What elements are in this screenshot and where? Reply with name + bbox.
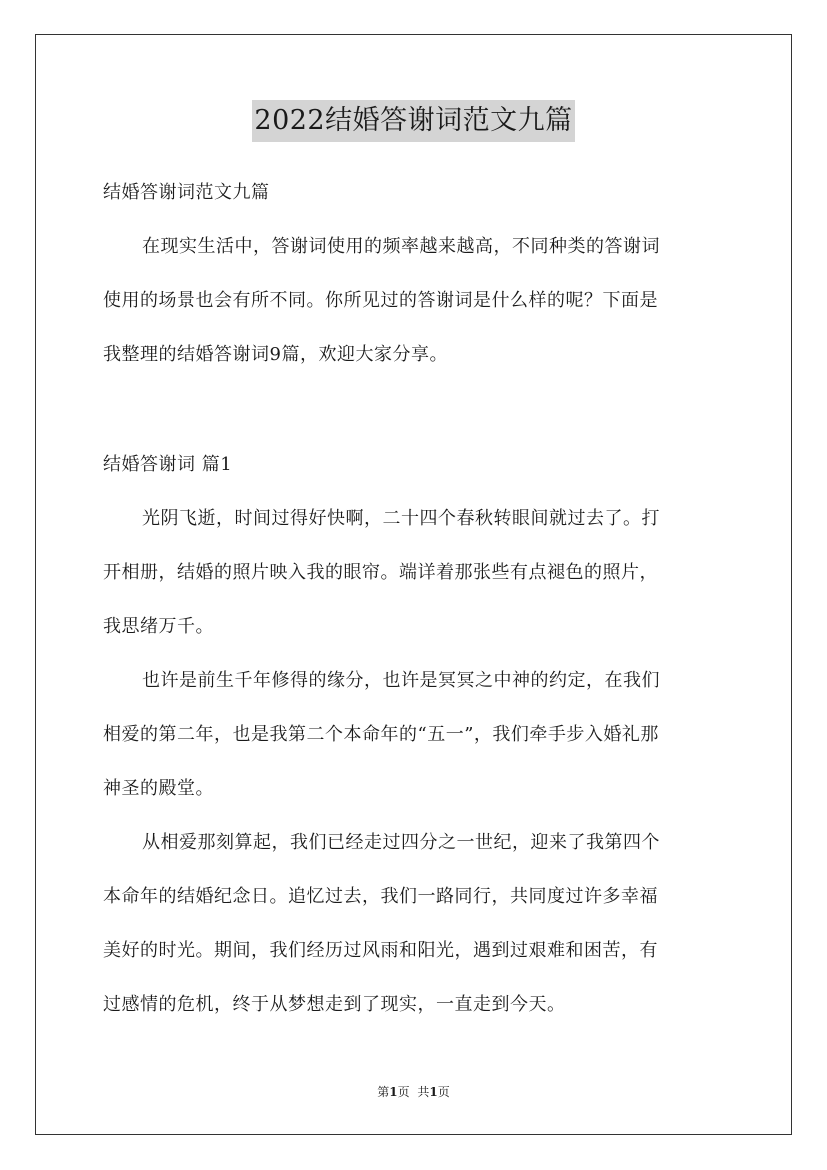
intro-line-2: 使用的场景也会有所不同。你所见过的答谢词是什么样的呢？下面是	[103, 290, 658, 311]
document-title: 2022结婚答谢词范文九篇	[252, 100, 574, 142]
footer-page-suffix: 页	[397, 1085, 410, 1099]
paragraph-1-line-3: 我思绪万千。	[103, 616, 214, 637]
subtitle: 结婚答谢词范文九篇	[103, 182, 270, 203]
section-heading: 结婚答谢词 篇1	[103, 454, 233, 475]
paragraph-3-line-2: 本命年的结婚纪念日。追忆过去，我们一路同行，共同度过许多幸福	[103, 886, 658, 907]
paragraph-3-line-3: 美好的时光。期间，我们经历过风雨和阳光，遇到过艰难和困苦，有	[103, 940, 658, 961]
footer-total-suffix: 页	[437, 1085, 450, 1099]
footer-page-prefix: 第	[377, 1085, 390, 1099]
paragraph-3-line-4: 过感情的危机，终于从梦想走到了现实，一直走到今天。	[103, 994, 566, 1015]
paragraph-3-line-1: 从相爱那刻算起，我们已经走过四分之一世纪，迎来了我第四个	[142, 832, 660, 853]
page-footer	[0, 1084, 827, 1100]
footer-total-number: 1	[429, 1085, 438, 1099]
paragraph-2-line-2: 相爱的第二年，也是我第二个本命年的“五一”，我们牵手步入婚礼那	[103, 724, 659, 745]
paragraph-2-line-1: 也许是前生千年修得的缘分，也许是冥冥之中神的约定，在我们	[142, 670, 660, 691]
footer-page-number: 1	[389, 1085, 398, 1099]
paragraph-1-line-1: 光阴飞逝，时间过得好快啊，二十四个春秋转眼间就过去了。打	[142, 508, 660, 529]
title-wrap	[0, 100, 827, 142]
paragraph-1-line-2: 开相册，结婚的照片映入我的眼帘。端详着那张些有点褪色的照片，	[103, 562, 658, 583]
intro-line-3: 我整理的结婚答谢词9篇，欢迎大家分享。	[103, 344, 448, 365]
footer-total-prefix: 共	[417, 1085, 430, 1099]
intro-line-1: 在现实生活中，答谢词使用的频率越来越高，不同种类的答谢词	[142, 236, 660, 257]
paragraph-2-line-3: 神圣的殿堂。	[103, 778, 214, 799]
